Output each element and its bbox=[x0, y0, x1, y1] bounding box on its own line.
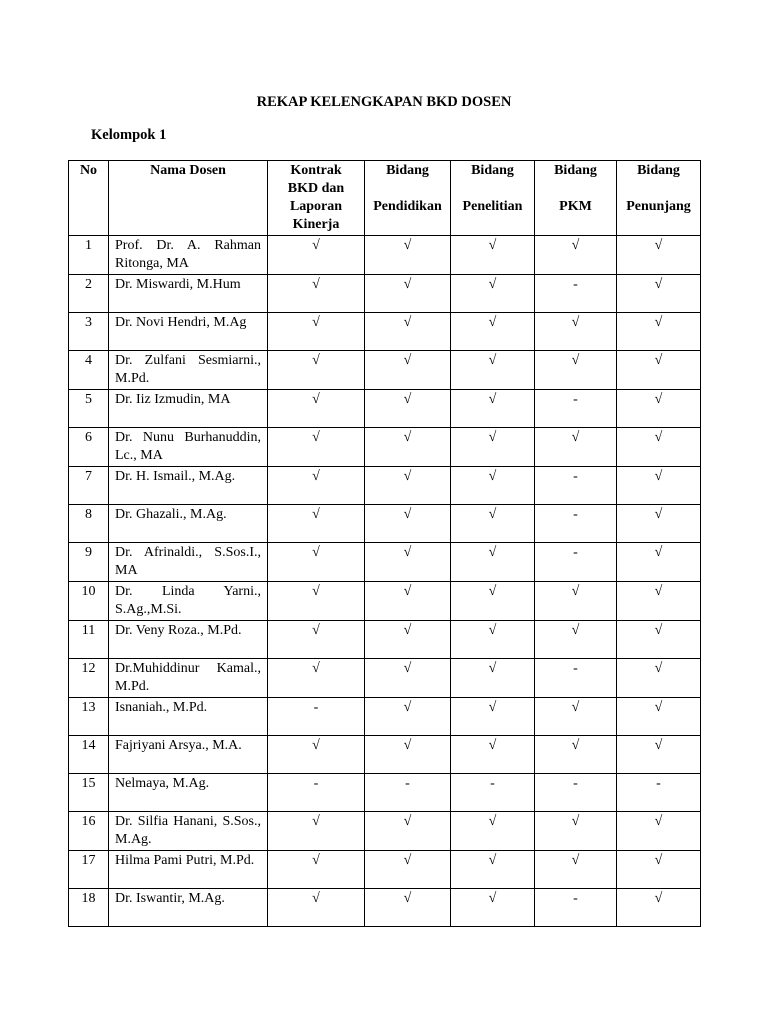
kontrak-status: - bbox=[268, 698, 365, 736]
row-number: 7 bbox=[69, 467, 109, 505]
pendidikan-status: √ bbox=[365, 889, 451, 927]
row-number: 18 bbox=[69, 889, 109, 927]
pendidikan-status: √ bbox=[365, 698, 451, 736]
pkm-status: - bbox=[535, 467, 617, 505]
penunjang-status: √ bbox=[617, 390, 701, 428]
kontrak-status: √ bbox=[268, 467, 365, 505]
penelitian-status: √ bbox=[451, 275, 535, 313]
penunjang-status: √ bbox=[617, 698, 701, 736]
kontrak-status: √ bbox=[268, 275, 365, 313]
lecturer-name: Dr. Zulfani Sesmiarni., M.Pd. bbox=[109, 351, 268, 390]
bkd-recap-table bbox=[68, 160, 701, 927]
table-row bbox=[69, 313, 701, 351]
pkm-status: √ bbox=[535, 313, 617, 351]
penelitian-status: √ bbox=[451, 621, 535, 659]
pkm-status: √ bbox=[535, 582, 617, 621]
pkm-status: - bbox=[535, 889, 617, 927]
header-pkm bbox=[535, 161, 617, 236]
header-penelitian-line-2: Penelitian bbox=[462, 199, 523, 214]
pkm-status: - bbox=[535, 543, 617, 582]
kontrak-status: √ bbox=[268, 736, 365, 774]
table-row bbox=[69, 774, 701, 812]
pkm-status: √ bbox=[535, 812, 617, 851]
row-number: 6 bbox=[69, 428, 109, 467]
penunjang-status: √ bbox=[617, 505, 701, 543]
pendidikan-status: √ bbox=[365, 505, 451, 543]
kontrak-status: √ bbox=[268, 582, 365, 621]
table-row bbox=[69, 543, 701, 582]
penunjang-status: √ bbox=[617, 812, 701, 851]
header-kontrak-line-1: Kontrak bbox=[290, 163, 342, 178]
penunjang-status: √ bbox=[617, 313, 701, 351]
row-number: 12 bbox=[69, 659, 109, 698]
pendidikan-status: √ bbox=[365, 582, 451, 621]
penunjang-status: √ bbox=[617, 467, 701, 505]
pkm-status: √ bbox=[535, 236, 617, 275]
lecturer-name: Dr. Ghazali., M.Ag. bbox=[109, 505, 268, 543]
row-number: 8 bbox=[69, 505, 109, 543]
penunjang-status: √ bbox=[617, 543, 701, 582]
header-kontrak-line-4: Kinerja bbox=[292, 217, 340, 232]
pendidikan-status: √ bbox=[365, 351, 451, 390]
row-number: 14 bbox=[69, 736, 109, 774]
pkm-status: √ bbox=[535, 851, 617, 889]
table-row bbox=[69, 889, 701, 927]
table-row bbox=[69, 428, 701, 467]
pendidikan-status: √ bbox=[365, 236, 451, 275]
row-number: 15 bbox=[69, 774, 109, 812]
penelitian-status: √ bbox=[451, 505, 535, 543]
table-row bbox=[69, 812, 701, 851]
pendidikan-status: √ bbox=[365, 659, 451, 698]
pendidikan-status: √ bbox=[365, 390, 451, 428]
penelitian-status: √ bbox=[451, 889, 535, 927]
row-number: 9 bbox=[69, 543, 109, 582]
header-no: No bbox=[69, 161, 109, 236]
pendidikan-status: √ bbox=[365, 621, 451, 659]
table-row bbox=[69, 505, 701, 543]
header-kontrak-line-2: BKD dan bbox=[287, 181, 345, 196]
pkm-status: - bbox=[535, 275, 617, 313]
lecturer-name: Fajriyani Arsya., M.A. bbox=[109, 736, 268, 774]
table-row bbox=[69, 390, 701, 428]
pkm-status: √ bbox=[535, 736, 617, 774]
pendidikan-status: √ bbox=[365, 543, 451, 582]
penelitian-status: √ bbox=[451, 851, 535, 889]
penelitian-status: √ bbox=[451, 659, 535, 698]
penelitian-status: √ bbox=[451, 467, 535, 505]
table-row bbox=[69, 275, 701, 313]
table-row bbox=[69, 236, 701, 275]
lecturer-name: Dr. Iiz Izmudin, MA bbox=[109, 390, 268, 428]
pendidikan-status: - bbox=[365, 774, 451, 812]
pkm-status: - bbox=[535, 390, 617, 428]
pkm-status: √ bbox=[535, 428, 617, 467]
lecturer-name: Dr. Veny Roza., M.Pd. bbox=[109, 621, 268, 659]
penunjang-status: √ bbox=[617, 851, 701, 889]
pendidikan-status: √ bbox=[365, 736, 451, 774]
lecturer-name: Dr. Afrinaldi., S.Sos.I., MA bbox=[109, 543, 268, 582]
pendidikan-status: √ bbox=[365, 851, 451, 889]
lecturer-name: Dr. H. Ismail., M.Ag. bbox=[109, 467, 268, 505]
table-row bbox=[69, 698, 701, 736]
group-label: Kelompok 1 bbox=[91, 127, 167, 143]
lecturer-name: Hilma Pami Putri, M.Pd. bbox=[109, 851, 268, 889]
penelitian-status: √ bbox=[451, 736, 535, 774]
penunjang-status: √ bbox=[617, 582, 701, 621]
penunjang-status: - bbox=[617, 774, 701, 812]
header-pendidikan-line-1: Bidang bbox=[386, 163, 429, 178]
penunjang-status: √ bbox=[617, 621, 701, 659]
pkm-status: √ bbox=[535, 621, 617, 659]
kontrak-status: √ bbox=[268, 621, 365, 659]
row-number: 1 bbox=[69, 236, 109, 275]
lecturer-name: Dr.Muhiddinur Kamal., M.Pd. bbox=[109, 659, 268, 698]
penelitian-status: √ bbox=[451, 582, 535, 621]
header-kontrak-line-3: Laporan bbox=[289, 199, 343, 214]
pkm-status: - bbox=[535, 774, 617, 812]
penelitian-status: √ bbox=[451, 543, 535, 582]
header-penelitian bbox=[451, 161, 535, 236]
pkm-status: √ bbox=[535, 351, 617, 390]
penelitian-status: √ bbox=[451, 351, 535, 390]
pkm-status: - bbox=[535, 505, 617, 543]
lecturer-name: Isnaniah., M.Pd. bbox=[109, 698, 268, 736]
table-row bbox=[69, 351, 701, 390]
table-row bbox=[69, 736, 701, 774]
row-number: 11 bbox=[69, 621, 109, 659]
kontrak-status: √ bbox=[268, 390, 365, 428]
lecturer-name: Prof. Dr. A. Rahman Ritonga, MA bbox=[109, 236, 268, 275]
table-row bbox=[69, 851, 701, 889]
lecturer-name: Nelmaya, M.Ag. bbox=[109, 774, 268, 812]
kontrak-status: √ bbox=[268, 851, 365, 889]
penelitian-status: - bbox=[451, 774, 535, 812]
kontrak-status: √ bbox=[268, 889, 365, 927]
pendidikan-status: √ bbox=[365, 812, 451, 851]
table-row bbox=[69, 621, 701, 659]
table-row bbox=[69, 582, 701, 621]
document-title: REKAP KELENGKAPAN BKD DOSEN bbox=[256, 94, 512, 110]
penunjang-status: √ bbox=[617, 351, 701, 390]
penunjang-status: √ bbox=[617, 236, 701, 275]
penelitian-status: √ bbox=[451, 812, 535, 851]
row-number: 17 bbox=[69, 851, 109, 889]
row-number: 13 bbox=[69, 698, 109, 736]
penelitian-status: √ bbox=[451, 698, 535, 736]
header-penelitian-line-1: Bidang bbox=[471, 163, 514, 178]
header-penunjang-line-2: Penunjang bbox=[626, 199, 691, 214]
kontrak-status: √ bbox=[268, 543, 365, 582]
header-pendidikan-line-2: Pendidikan bbox=[373, 199, 442, 214]
pkm-status: √ bbox=[535, 698, 617, 736]
penunjang-status: √ bbox=[617, 889, 701, 927]
row-number: 4 bbox=[69, 351, 109, 390]
kontrak-status: √ bbox=[268, 659, 365, 698]
penelitian-status: √ bbox=[451, 428, 535, 467]
penunjang-status: √ bbox=[617, 736, 701, 774]
penelitian-status: √ bbox=[451, 390, 535, 428]
kontrak-status: √ bbox=[268, 505, 365, 543]
header-penunjang-line-1: Bidang bbox=[637, 163, 680, 178]
lecturer-name: Dr. Novi Hendri, M.Ag bbox=[109, 313, 268, 351]
lecturer-name: Dr. Silfia Hanani, S.Sos., M.Ag. bbox=[109, 812, 268, 851]
table-row bbox=[69, 659, 701, 698]
kontrak-status: √ bbox=[268, 812, 365, 851]
header-pendidikan bbox=[365, 161, 451, 236]
header-kontrak bbox=[268, 161, 365, 236]
header-pkm-line-1: Bidang bbox=[554, 163, 597, 178]
penunjang-status: √ bbox=[617, 428, 701, 467]
pendidikan-status: √ bbox=[365, 428, 451, 467]
row-number: 2 bbox=[69, 275, 109, 313]
header-nama-dosen: Nama Dosen bbox=[109, 161, 268, 236]
pendidikan-status: √ bbox=[365, 275, 451, 313]
lecturer-name: Dr. Linda Yarni., S.Ag.,M.Si. bbox=[109, 582, 268, 621]
lecturer-name: Dr. Miswardi, M.Hum bbox=[109, 275, 268, 313]
row-number: 3 bbox=[69, 313, 109, 351]
lecturer-name: Dr. Iswantir, M.Ag. bbox=[109, 889, 268, 927]
header-pkm-line-2: PKM bbox=[559, 199, 592, 214]
pendidikan-status: √ bbox=[365, 467, 451, 505]
row-number: 16 bbox=[69, 812, 109, 851]
kontrak-status: √ bbox=[268, 428, 365, 467]
row-number: 5 bbox=[69, 390, 109, 428]
kontrak-status: √ bbox=[268, 351, 365, 390]
pendidikan-status: √ bbox=[365, 313, 451, 351]
penelitian-status: √ bbox=[451, 313, 535, 351]
table-row bbox=[69, 467, 701, 505]
penunjang-status: √ bbox=[617, 275, 701, 313]
penunjang-status: √ bbox=[617, 659, 701, 698]
lecturer-name: Dr. Nunu Burhanuddin, Lc., MA bbox=[109, 428, 268, 467]
header-penunjang bbox=[617, 161, 701, 236]
kontrak-status: - bbox=[268, 774, 365, 812]
penelitian-status: √ bbox=[451, 236, 535, 275]
kontrak-status: √ bbox=[268, 236, 365, 275]
pkm-status: - bbox=[535, 659, 617, 698]
row-number: 10 bbox=[69, 582, 109, 621]
kontrak-status: √ bbox=[268, 313, 365, 351]
table-header-row bbox=[69, 161, 701, 236]
